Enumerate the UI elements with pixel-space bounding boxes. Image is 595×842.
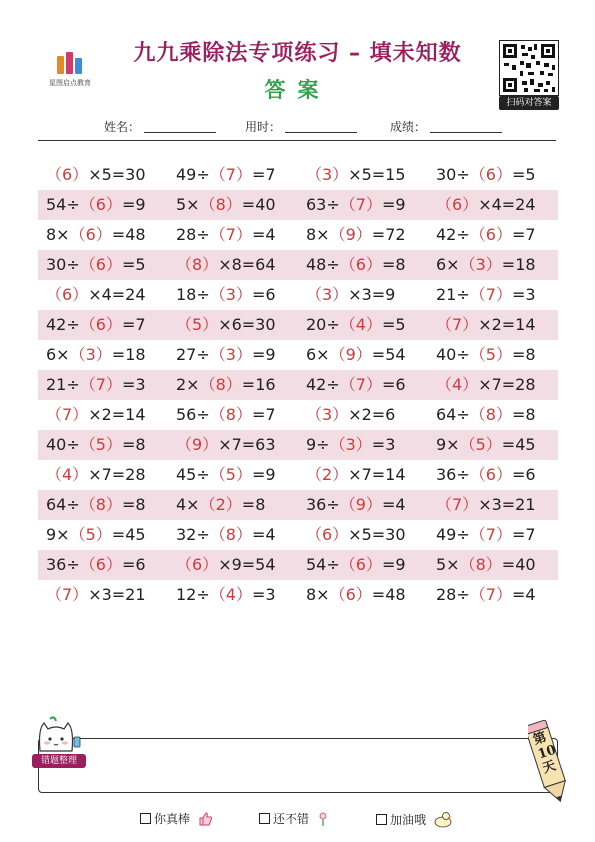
answer-value: （5） [79, 435, 122, 454]
problem-cell [168, 400, 298, 430]
problem-cell [298, 220, 428, 250]
logo-text: 星图启点教育 [49, 79, 91, 87]
problem-suffix: =45 [501, 435, 536, 454]
problem-cell [428, 160, 558, 190]
problem-prefix: 21÷ [436, 285, 470, 304]
answer-value: （6） [469, 465, 512, 484]
problem-cell [428, 250, 558, 280]
time-field[interactable] [245, 118, 357, 135]
problem-row [38, 280, 558, 310]
problem-prefix: 12÷ [176, 585, 210, 604]
answer-value: （6） [339, 255, 382, 274]
problem-prefix: 40÷ [46, 435, 80, 454]
problem-cell [168, 370, 298, 400]
problem-cell [38, 490, 168, 520]
problem-suffix: ×2=14 [88, 405, 146, 424]
problem-prefix: 42÷ [306, 375, 340, 394]
problem-cell [298, 430, 428, 460]
problem-prefix: 49÷ [436, 525, 470, 544]
problem-prefix: 36÷ [306, 495, 340, 514]
problem-cell [428, 430, 558, 460]
problem-prefix: 30÷ [46, 255, 80, 274]
problem-row [38, 190, 558, 220]
problem-cell [298, 490, 428, 520]
problem-prefix: 40÷ [436, 345, 470, 364]
problem-suffix: =18 [111, 345, 146, 364]
problem-suffix: =18 [501, 255, 536, 274]
answer-value: （5） [176, 315, 219, 334]
problem-suffix: =6 [121, 555, 146, 574]
problem-suffix: ×9=54 [218, 555, 276, 574]
rating-good[interactable] [259, 810, 330, 830]
problem-cell [168, 430, 298, 460]
problem-prefix: 42÷ [46, 315, 80, 334]
answer-value: （4） [436, 375, 479, 394]
problem-prefix: 8× [46, 225, 70, 244]
problem-suffix: =5 [381, 315, 406, 334]
answer-value: （7） [209, 225, 252, 244]
problem-cell [168, 310, 298, 340]
problem-prefix: 64÷ [46, 495, 80, 514]
answer-value: （6） [79, 555, 122, 574]
problem-suffix: ×2=14 [478, 315, 536, 334]
answer-value: （9） [329, 345, 372, 364]
answer-value: （6） [306, 525, 349, 544]
problem-suffix: =8 [121, 495, 146, 514]
problem-row [38, 400, 558, 430]
problem-cell [38, 160, 168, 190]
problem-row [38, 310, 558, 340]
answer-value: （3） [329, 435, 372, 454]
problem-suffix: ×6=30 [218, 315, 276, 334]
problem-cell [428, 550, 558, 580]
problem-suffix: =40 [241, 195, 276, 214]
problem-cell [168, 580, 298, 610]
problem-suffix: ×3=21 [478, 495, 536, 514]
problem-suffix: =3 [121, 375, 146, 394]
problem-prefix: 8× [306, 225, 330, 244]
problem-prefix: 9× [436, 435, 460, 454]
problem-row [38, 250, 558, 280]
answer-value: （3） [459, 255, 502, 274]
answer-value: （6） [469, 225, 512, 244]
problem-suffix: =3 [511, 285, 536, 304]
problem-cell [298, 580, 428, 610]
answer-value: （6） [46, 165, 89, 184]
answer-value: （6） [79, 255, 122, 274]
problem-row [38, 490, 558, 520]
problem-cell [38, 370, 168, 400]
answer-value: （6） [339, 555, 382, 574]
problem-prefix: 5× [176, 195, 200, 214]
answer-value: （8） [79, 495, 122, 514]
problem-suffix: =4 [381, 495, 406, 514]
problem-cell [428, 280, 558, 310]
problem-suffix: =9 [381, 555, 406, 574]
answer-value: （6） [69, 225, 112, 244]
problem-cell [298, 280, 428, 310]
problem-suffix: ×4=24 [478, 195, 536, 214]
problem-suffix: ×3=9 [348, 285, 396, 304]
problem-cell [428, 190, 558, 220]
answer-value: （5） [459, 435, 502, 454]
problem-prefix: 36÷ [436, 465, 470, 484]
problem-suffix: =8 [121, 435, 146, 454]
page-subtitle: 答案 [264, 78, 331, 102]
checkbox[interactable] [259, 813, 270, 824]
problem-suffix: =7 [511, 225, 536, 244]
answer-value: （7） [209, 165, 252, 184]
time-label: 用时： [245, 120, 282, 134]
answer-value: （7） [436, 495, 479, 514]
answer-value: （8） [199, 195, 242, 214]
problem-suffix: =72 [371, 225, 406, 244]
problem-suffix: =8 [381, 255, 406, 274]
problem-cell [38, 340, 168, 370]
problem-suffix: =5 [511, 165, 536, 184]
problem-cell [428, 220, 558, 250]
problem-row [38, 550, 558, 580]
answer-value: （3） [69, 345, 112, 364]
answer-value: （2） [306, 465, 349, 484]
problem-suffix: =16 [241, 375, 276, 394]
problem-suffix: =4 [511, 585, 536, 604]
problem-cell [38, 220, 168, 250]
rating-great[interactable] [140, 810, 213, 830]
answer-value: （8） [459, 555, 502, 574]
answer-value: （6） [79, 195, 122, 214]
problem-prefix: 4× [176, 495, 200, 514]
problem-prefix: 6× [306, 345, 330, 364]
problem-cell [168, 550, 298, 580]
problem-suffix: ×5=30 [348, 525, 406, 544]
problem-suffix: =8 [511, 345, 536, 364]
problem-suffix: =9 [251, 345, 276, 364]
problem-prefix: 9÷ [306, 435, 330, 454]
problem-suffix: ×5=15 [348, 165, 406, 184]
thumbs-up-icon [197, 811, 213, 830]
problem-cell [428, 580, 558, 610]
problem-suffix: =48 [371, 585, 406, 604]
problem-cell [298, 160, 428, 190]
answer-value: （7） [469, 585, 512, 604]
problem-cell [428, 520, 558, 550]
problem-prefix: 20÷ [306, 315, 340, 334]
answer-value: （7） [436, 315, 479, 334]
problem-prefix: 54÷ [46, 195, 80, 214]
answer-value: （6） [469, 165, 512, 184]
problem-suffix: =3 [371, 435, 396, 454]
problem-prefix: 5× [436, 555, 460, 574]
problem-cell [298, 520, 428, 550]
checkbox[interactable] [140, 813, 151, 824]
page-title: 九九乘除法专项练习 – 填未知数 [133, 41, 462, 66]
problem-suffix: =8 [241, 495, 266, 514]
answer-value: （9） [176, 435, 219, 454]
problem-suffix: =6 [251, 285, 276, 304]
problem-suffix: =7 [251, 165, 276, 184]
problem-prefix: 6× [46, 345, 70, 364]
rating-great-label: 你真棒 [154, 812, 191, 826]
problem-suffix: =4 [251, 225, 276, 244]
answer-value: （3） [209, 345, 252, 364]
name-field[interactable] [104, 118, 216, 135]
problem-cell [38, 310, 168, 340]
problem-suffix: =9 [251, 465, 276, 484]
problem-cell [38, 580, 168, 610]
flower-icon [316, 811, 330, 830]
answer-value: （9） [329, 225, 372, 244]
answer-value: （3） [306, 165, 349, 184]
answer-value: （7） [79, 375, 122, 394]
answer-value: （3） [306, 285, 349, 304]
answer-value: （8） [469, 405, 512, 424]
answer-value: （2） [199, 495, 242, 514]
problem-suffix: ×3=21 [88, 585, 146, 604]
problem-cell [168, 190, 298, 220]
problem-cell [168, 460, 298, 490]
score-field[interactable] [390, 118, 502, 135]
problem-cell [298, 370, 428, 400]
problem-grid [38, 160, 558, 610]
answer-value: （5） [209, 465, 252, 484]
problem-cell [298, 340, 428, 370]
problem-cell [168, 340, 298, 370]
problem-cell [168, 220, 298, 250]
problem-row [38, 520, 558, 550]
problem-suffix: =7 [121, 315, 146, 334]
problem-row [38, 160, 558, 190]
rating-keep-going-label: 加油哦 [390, 813, 427, 827]
problem-cell [38, 430, 168, 460]
problem-suffix: =54 [371, 345, 406, 364]
problem-suffix: ×5=30 [88, 165, 146, 184]
problem-cell [168, 160, 298, 190]
answer-value: （8） [209, 405, 252, 424]
problem-suffix: =45 [111, 525, 146, 544]
problem-suffix: =7 [511, 525, 536, 544]
problem-cell [298, 460, 428, 490]
qr-caption: 扫码对答案 [499, 96, 559, 110]
answer-value: （3） [209, 285, 252, 304]
mistakes-label: 错题整理 [32, 754, 86, 768]
problem-prefix: 49÷ [176, 165, 210, 184]
duck-icon [433, 810, 453, 831]
problem-prefix: 36÷ [46, 555, 80, 574]
problem-row [38, 370, 558, 400]
problem-suffix: =6 [381, 375, 406, 394]
answer-value: （8） [209, 525, 252, 544]
problem-suffix: ×2=6 [348, 405, 396, 424]
answer-value: （5） [469, 345, 512, 364]
problem-cell [38, 190, 168, 220]
problem-row [38, 460, 558, 490]
problem-row [38, 580, 558, 610]
answer-value: （6） [79, 315, 122, 334]
score-label: 成绩： [390, 120, 427, 134]
problem-prefix: 64÷ [436, 405, 470, 424]
problem-suffix: ×7=14 [348, 465, 406, 484]
problem-suffix: =3 [251, 585, 276, 604]
checkbox[interactable] [376, 814, 387, 825]
problem-prefix: 8× [306, 585, 330, 604]
answer-value: （7） [469, 525, 512, 544]
problem-suffix: ×7=28 [88, 465, 146, 484]
problem-prefix: 56÷ [176, 405, 210, 424]
problem-cell [428, 400, 558, 430]
problem-prefix: 28÷ [176, 225, 210, 244]
answer-value: （6） [436, 195, 479, 214]
problem-suffix: =48 [111, 225, 146, 244]
header-divider [38, 140, 556, 141]
problem-row [38, 340, 558, 370]
problem-prefix: 27÷ [176, 345, 210, 364]
problem-cell [38, 520, 168, 550]
problem-suffix: ×4=24 [88, 285, 146, 304]
problem-prefix: 18÷ [176, 285, 210, 304]
mistakes-box[interactable] [38, 738, 558, 793]
answer-value: （6） [176, 555, 219, 574]
problem-cell [298, 310, 428, 340]
rating-keep-going[interactable] [376, 810, 453, 831]
problem-suffix: ×7=28 [478, 375, 536, 394]
problem-prefix: 28÷ [436, 585, 470, 604]
problem-suffix: =4 [251, 525, 276, 544]
answer-value: （7） [46, 405, 89, 424]
answer-value: （8） [199, 375, 242, 394]
time-blank[interactable] [285, 132, 357, 133]
problem-suffix: =8 [511, 405, 536, 424]
problem-cell [428, 490, 558, 520]
problem-suffix: =9 [381, 195, 406, 214]
answer-value: （9） [339, 495, 382, 514]
problem-cell [298, 550, 428, 580]
problem-cell [298, 400, 428, 430]
problem-cell [428, 340, 558, 370]
problem-row [38, 430, 558, 460]
problem-cell [38, 250, 168, 280]
rating-good-label: 还不错 [273, 812, 310, 826]
answer-value: （4） [339, 315, 382, 334]
problem-cell [168, 520, 298, 550]
answer-value: （7） [46, 585, 89, 604]
problem-cell [38, 280, 168, 310]
problem-cell [38, 400, 168, 430]
name-blank[interactable] [144, 132, 216, 133]
problem-suffix: =5 [121, 255, 146, 274]
day-label: 第10天 [531, 729, 558, 777]
answer-value: （6） [329, 585, 372, 604]
problem-suffix: =9 [121, 195, 146, 214]
problem-prefix: 32÷ [176, 525, 210, 544]
problem-suffix: =40 [501, 555, 536, 574]
answer-value: （4） [46, 465, 89, 484]
problem-prefix: 42÷ [436, 225, 470, 244]
answer-value: （7） [469, 285, 512, 304]
qr-code [499, 40, 559, 96]
problem-cell [168, 250, 298, 280]
problem-suffix: =6 [511, 465, 536, 484]
problem-suffix: ×8=64 [218, 255, 276, 274]
answer-value: （7） [339, 375, 382, 394]
problem-prefix: 6× [436, 255, 460, 274]
answer-value: （8） [176, 255, 219, 274]
problem-prefix: 2× [176, 375, 200, 394]
answer-value: （5） [69, 525, 112, 544]
name-label: 姓名： [104, 120, 141, 134]
problem-cell [428, 370, 558, 400]
score-blank[interactable] [430, 132, 502, 133]
problem-prefix: 45÷ [176, 465, 210, 484]
problem-cell [168, 280, 298, 310]
problem-prefix: 9× [46, 525, 70, 544]
problem-suffix: ×7=63 [218, 435, 276, 454]
answer-value: （7） [339, 195, 382, 214]
problem-row [38, 220, 558, 250]
problem-prefix: 30÷ [436, 165, 470, 184]
problem-cell [298, 190, 428, 220]
problem-cell [298, 250, 428, 280]
answer-value: （6） [46, 285, 89, 304]
problem-cell [38, 550, 168, 580]
problem-cell [428, 310, 558, 340]
problem-prefix: 21÷ [46, 375, 80, 394]
answer-value: （4） [209, 585, 252, 604]
problem-cell [428, 460, 558, 490]
problem-prefix: 54÷ [306, 555, 340, 574]
problem-suffix: =7 [251, 405, 276, 424]
problem-cell [168, 490, 298, 520]
answer-value: （3） [306, 405, 349, 424]
problem-prefix: 63÷ [306, 195, 340, 214]
problem-cell [38, 460, 168, 490]
problem-prefix: 48÷ [306, 255, 340, 274]
